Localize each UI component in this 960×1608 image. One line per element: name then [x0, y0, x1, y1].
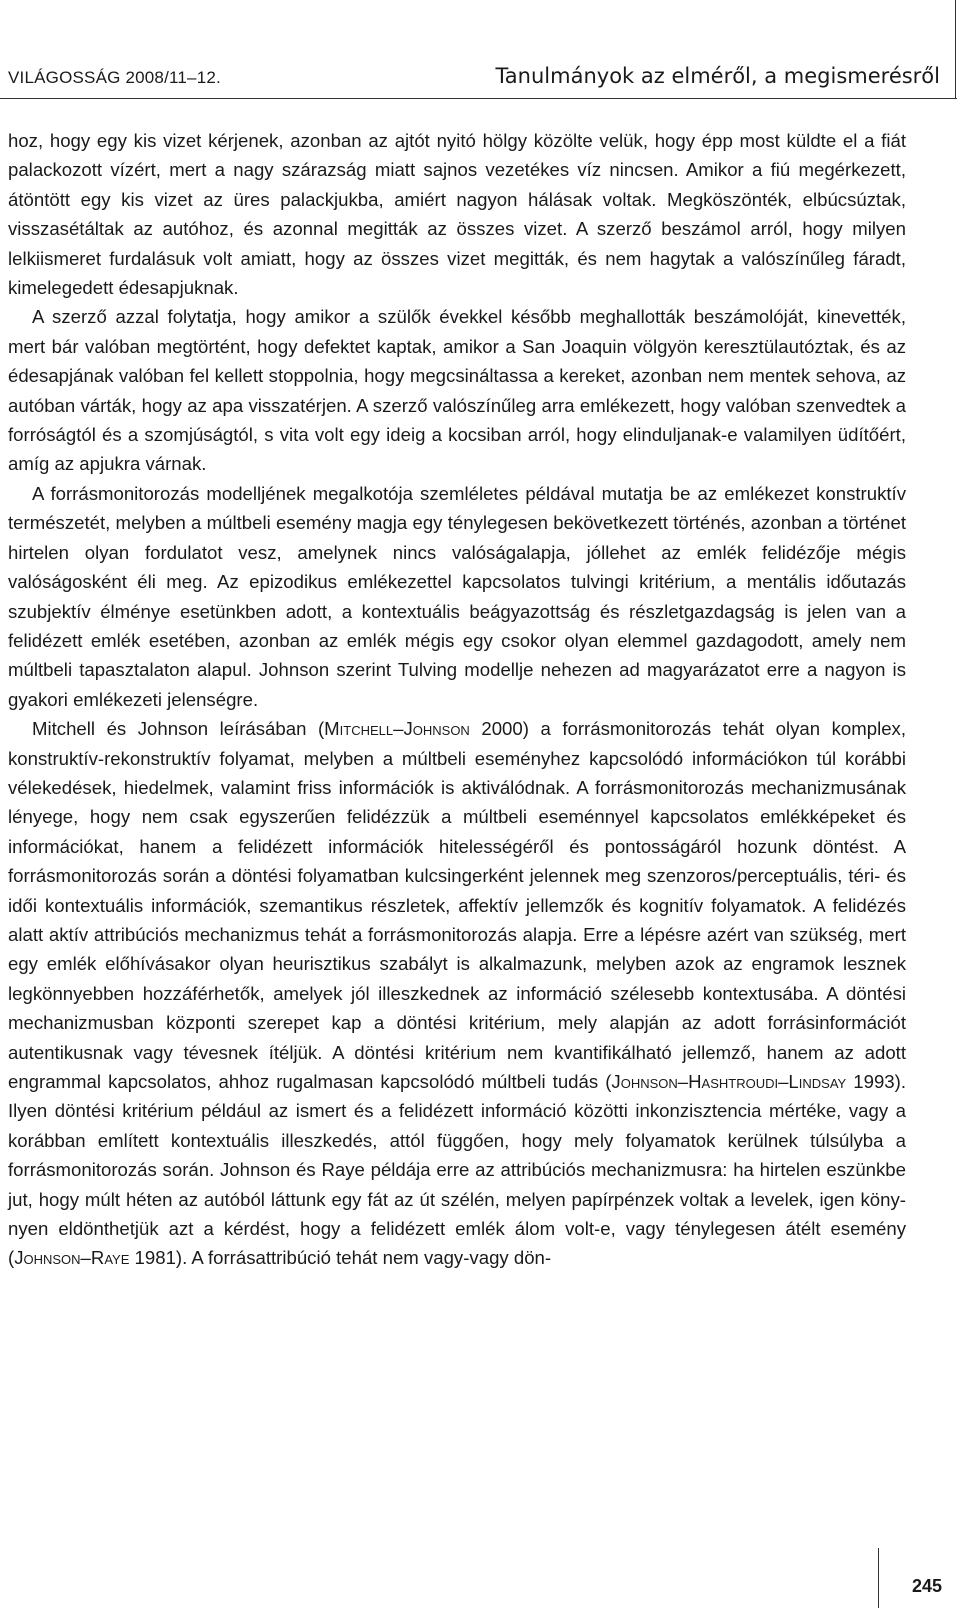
header-corner-divider	[955, 0, 956, 99]
page-corner-divider	[878, 1548, 879, 1608]
citation: Johnson–Raye	[14, 1247, 130, 1269]
paragraph-text: A szerző azzal folytatja, hogy amikor a szülők évekkel később meghallották beszámolóját, kinevették, mert bár valóban megtörtént, hogy defektet kaptak, amikor a San Joaquin völgyön keresztülautóztak, és az édesapjának valóban fel kellett stoppolnia, hogy megcsináltassa a kereket, azonban nem mentek sehova, az autóban várták, hogy az apa visszatérjen. A szerző valószínűleg arra emlékezett, hogy valóban szenvedtek a forróságtól és a szomjúságtól, s vita volt egy ideig a kocsiban arról, hogy elinduljanak-e valamilyen üdítőért, amíg az apjukra várnak.	[8, 306, 906, 475]
paragraph-text: 1981). A forrásattribúció tehát nem vagy-vagy dön-	[129, 1247, 552, 1269]
running-header	[0, 0, 960, 100]
paragraph-text: 1993). Ilyen döntési kritérium például az ismert és a felidézett információ közötti inkonzisztencia mértéke, vagy a korábban említett kontextuális illeszkedés, attól függően, hogy mely folyamatok kerülnek túlsúlyba a forrásmonitorozás során. Johnson és Raye példája erre az attribúciós mechanizmusra: ha hirtelen eszünkbe jut, hogy múlt héten az autóból láttunk egy fát az út szélén, melyen papírpénzek voltak a levelek, igen könynyen eldönthetjük azt a kérdést, hogy a felidézett emlék álom volt-e, vagy ténylegesen átélt esemény (	[8, 1071, 906, 1269]
article-body	[8, 126, 906, 1273]
journal-title: VILÁGOSSÁG 2008/11–12.	[8, 68, 221, 87]
paragraph	[8, 126, 906, 302]
paragraph-text: A forrásmonitorozás modelljének megalkotója szemléletes példával mutatja be az emlékezet konstruktív természetét, melyben a múltbeli esemény magja egy ténylegesen bekövetkezett történés, azonban a történet hirtelen olyan fordulatot vesz, amelynek nincs valóságalapja, jóllehet az emlék felidézője mégis valóságosként éli meg. Az epizodikus emlékezettel kapcsolatos tulvingi kritérium, a mentális időutazás szubjektív élménye esetünkben adott, a kontextuális beágyazottság és részletgazdagság is jelen van a felidézett emlék esetében, azonban az emlék mégis egy csokor olyan elemmel gazdagodott, amely nem múltbeli tapasztalaton alapul. Johnson szerint Tulving modellje nehezen ad magyarázatot erre a nagyon is gyakori emlékezeti jelenségre.	[8, 482, 906, 710]
paragraph	[8, 714, 906, 1273]
header-divider	[0, 98, 957, 99]
citation: Johnson–Hashtroudi–Lindsay	[611, 1071, 847, 1092]
paragraph	[8, 479, 906, 714]
paragraph	[8, 302, 906, 478]
paragraph-text: 2000) a forrásmonitorozás tehát olyan komplex, konstruktív-rekonstruktív folyamat, melyben a múltbeli eseményhez kapcsolódó információkon túl korábbi vélekedések, hiedelmek, valamint friss információk is aktiválódnak. A forrásmonitorozás mechanizmusának lényege, hogy nem csak egyszerűen felidézzük a múltbeli eseménnyel kapcsolatos emlékképeket és információkat, hanem a felidézett információk hitelességéről és pontosságáról hozunk döntést. A forrásmonitorozás során a döntési folyamatban kulcsingerként jelennek meg szenzoros/perceptuális, téri- és idői kontextuális információk, szemantikus részletek, affektív jellemzők és kognitív folyamatok. A felidézés alatt aktív attribúciós mechanizmus tehát a forrásmonitorozás alapja. Erre a lépésre azért van szükség, mert egy emlék előhívásakor olyan heurisztikus szabályt is alkalmazunk, melyben azok az engramok lesznek legkönnyebben hozzáférhetők, amelyek jól illeszkednek az információ szélesebb kontextusába. A döntési mechanizmusban központi szerepet kap a döntési kritérium, mely alapján az adott forrásinformációt autentikusnak vagy tévesnek ítéljük. A döntési kritérium nem kvantifikálható jellemző, hanem az adott engrammal kapcsolatos, ahhoz rugalmasan kapcsolódó múltbeli tudás (	[8, 718, 907, 1092]
paragraph-text: hoz, hogy egy kis vizet kérjenek, azonban az ajtót nyitó hölgy közölte velük, hogy épp most küldte el a fiát palackozott vízért, mert a nagy szárazság miatt sajnos vezetékes víz nincsen. Amikor a fiú megérkezett, átöntött egy kis vizet az üres palackjukba, amiért nagyon hálásak voltak. Megköszönték, elbúcsúztak, visszasétáltak az autóhoz, és azonnal megitták az összes vizet. A szerző beszámol arról, hogy milyen lelkiismeret furdalásuk volt amiatt, hogy az összes vizet megitták, és nem hagytak a valószínűleg fáradt, kimelegedett édesapjuknak.	[8, 130, 906, 299]
section-title: Tanulmányok az elméről, a megismerésről	[495, 64, 940, 88]
citation: Mitchell–Johnson	[324, 718, 470, 740]
paragraph-text: Mitchell és Johnson leírásában (	[32, 718, 325, 740]
page-number: 245	[911, 1576, 942, 1596]
